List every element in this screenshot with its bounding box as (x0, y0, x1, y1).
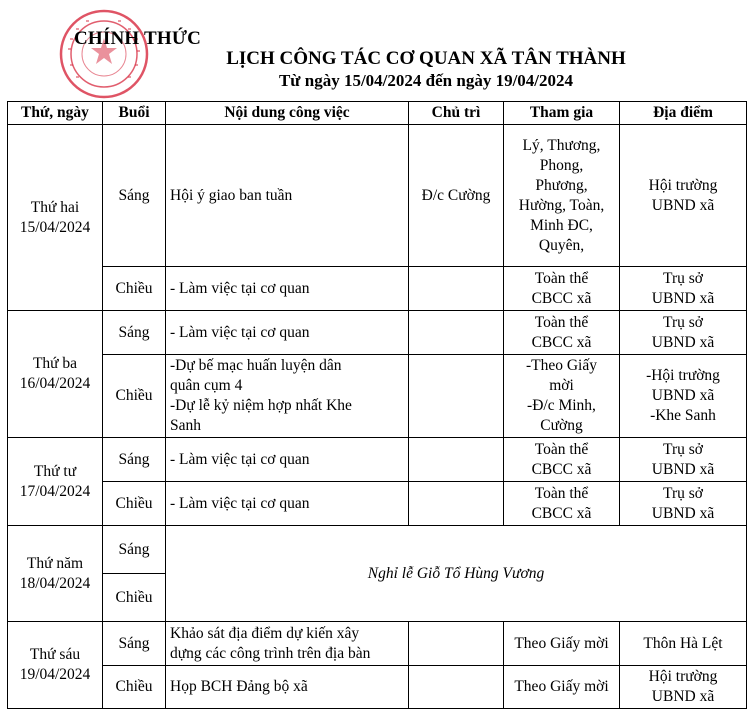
day-cell (8, 125, 103, 311)
header-location: Địa điểm (620, 102, 747, 125)
table-row (8, 482, 747, 526)
day-name: Thứ năm (26, 554, 84, 572)
day-cell (8, 438, 103, 526)
session-label: Chiều (103, 355, 166, 438)
day-cell (8, 311, 103, 438)
header-day: Thứ, ngày (8, 102, 103, 125)
day-name: Thứ tư (33, 462, 77, 480)
day-cell (8, 526, 103, 622)
content-cell: - Làm việc tại cơ quan (166, 267, 409, 311)
location-cell: Trụ sở UBND xã (620, 438, 747, 482)
location-cell: Hội trường UBND xã (620, 666, 747, 709)
table-row (8, 355, 747, 438)
participants-cell: -Theo Giấy mời -Đ/c Minh, Cường (504, 355, 620, 438)
content-cell: Khảo sát địa điểm dự kiến xây dựng các công trình trên địa bàn (166, 622, 409, 666)
table-row (8, 125, 747, 267)
table-row (8, 267, 747, 311)
location-cell: -Hội trường UBND xã -Khe Sanh (620, 355, 747, 438)
stamp-official-label: CHÍNH THỨC (74, 28, 202, 49)
table-row (8, 438, 747, 482)
participants-cell: Theo Giấy mời (504, 666, 620, 709)
session-label: Sáng (103, 526, 166, 574)
header-chair: Chủ trì (409, 102, 504, 125)
session-label: Sáng (103, 438, 166, 482)
participants-cell: Toàn thể CBCC xã (504, 267, 620, 311)
chair-cell (409, 622, 504, 666)
session-label: Chiều (103, 666, 166, 709)
table-row (8, 526, 747, 574)
holiday-note: Nghỉ lễ Giỗ Tổ Hùng Vương (166, 526, 747, 622)
header-content: Nội dung công việc (166, 102, 409, 125)
day-name: Thứ ba (32, 355, 78, 372)
participants-cell: Theo Giấy mời (504, 622, 620, 666)
table-row (8, 622, 747, 666)
content-cell: Họp BCH Đảng bộ xã (166, 666, 409, 709)
location-cell: Hội trường UBND xã (620, 125, 747, 267)
day-date: 17/04/2024 (19, 482, 91, 500)
chair-cell (409, 267, 504, 311)
chair-cell: Đ/c Cường (409, 125, 504, 267)
chair-cell (409, 482, 504, 526)
location-cell: Thôn Hà Lệt (620, 622, 747, 666)
participants-cell: Toàn thể CBCC xã (504, 311, 620, 355)
day-name: Thứ hai (30, 198, 80, 216)
day-date: 18/04/2024 (19, 574, 91, 592)
content-cell: - Làm việc tại cơ quan (166, 482, 409, 526)
session-label: Chiều (103, 482, 166, 526)
day-cell (8, 622, 103, 709)
content-cell: - Làm việc tại cơ quan (166, 311, 409, 355)
session-label: Sáng (103, 125, 166, 267)
day-date: 19/04/2024 (19, 666, 91, 683)
chair-cell (409, 311, 504, 355)
location-cell: Trụ sở UBND xã (620, 311, 747, 355)
participants-cell: Toàn thể CBCC xã (504, 482, 620, 526)
location-cell: Trụ sở UBND xã (620, 482, 747, 526)
header-participants: Tham gia (504, 102, 620, 125)
day-date: 16/04/2024 (19, 375, 91, 392)
table-row (8, 311, 747, 355)
participants-cell: Toàn thể CBCC xã (504, 438, 620, 482)
participants-cell: Lý, Thương, Phong, Phương, Hường, Toàn, Minh ĐC, Quyên, (504, 125, 620, 267)
chair-cell (409, 355, 504, 438)
table-row (8, 666, 747, 709)
day-name: Thứ sáu (29, 646, 81, 663)
content-cell: -Dự bế mạc huấn luyện dân quân cụm 4 -Dự lễ kỷ niệm hợp nhất Khe Sanh (166, 355, 409, 438)
chair-cell (409, 666, 504, 709)
content-cell: - Làm việc tại cơ quan (166, 438, 409, 482)
chair-cell (409, 438, 504, 482)
location-cell: Trụ sở UBND xã (620, 267, 747, 311)
schedule-table (7, 101, 747, 709)
session-label: Sáng (103, 622, 166, 666)
session-label: Chiều (103, 267, 166, 311)
page-title: LỊCH CÔNG TÁC CƠ QUAN XÃ TÂN THÀNH (226, 48, 626, 69)
content-cell: Hội ý giao ban tuần (166, 125, 409, 267)
day-date: 15/04/2024 (19, 218, 91, 236)
page-subtitle: Từ ngày 15/04/2024 đến ngày 19/04/2024 (278, 71, 574, 90)
table-header-row (8, 102, 747, 125)
header-session: Buổi (103, 102, 166, 125)
session-label: Sáng (103, 311, 166, 355)
session-label: Chiều (103, 574, 166, 622)
